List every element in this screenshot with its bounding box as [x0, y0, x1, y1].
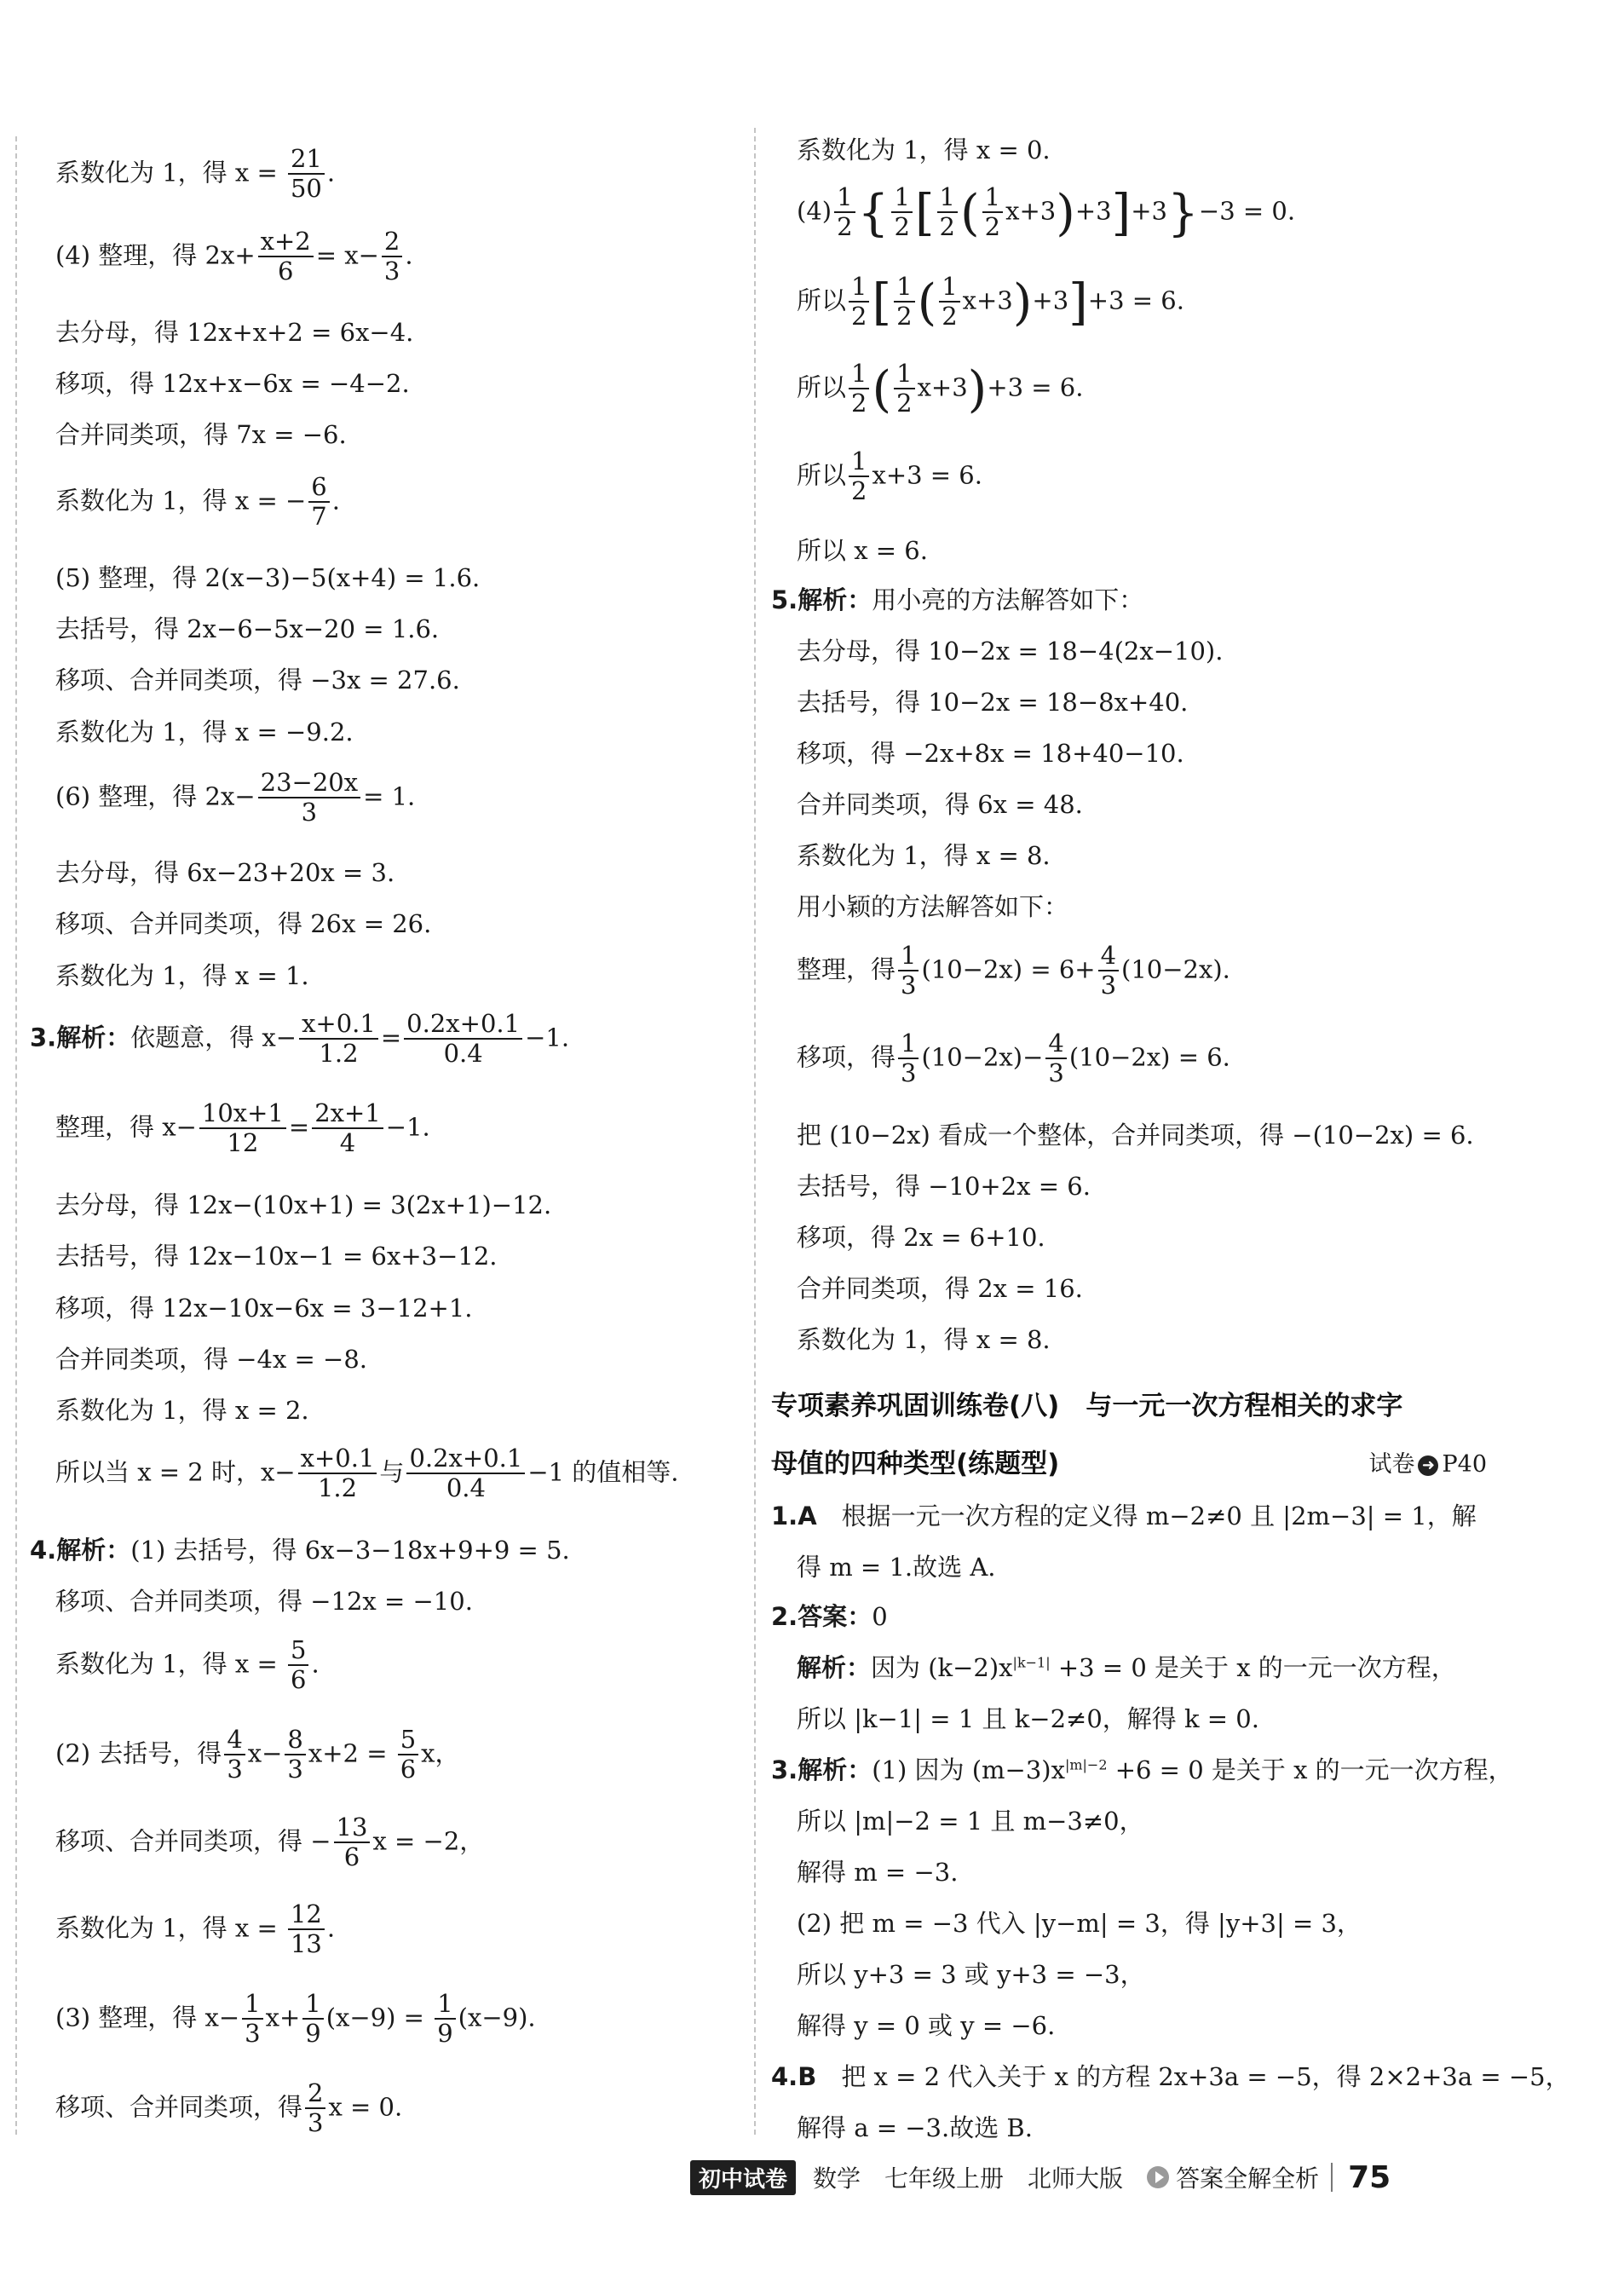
line-right-13: 用小颖的方法解答如下：	[797, 892, 1069, 921]
line-left-17: 去分母，得 12x−(10x+1) = 3(2x+1)−12.	[55, 1190, 552, 1219]
column-divider	[754, 128, 756, 2135]
line-left-26: (2) 去括号，得 $\frac{4}{3}$ x− $\frac{8}{3}$ x+2 = $\frac{5}{6}$ x，	[55, 1725, 460, 1784]
footer-grade: 七年级上册	[884, 2164, 1005, 2193]
line-right-2: (4) $\frac{1}{2}$ { $\frac{1}{2}$ [ $\frac{1}{2}$ ( $\frac{1}{2}$ x+3)+3]+3}−3 = 0.	[797, 182, 1296, 242]
line-right-22: 得 m = 1.故选 A.	[797, 1553, 996, 1582]
line-right-9: 去括号，得 10−2x = 18−8x+40.	[797, 688, 1189, 717]
line-right-23: 解析：因为 $(k-2)x^{|k-1|} +3 = 0$ 是关于 x 的一元一次方程，	[797, 1653, 1456, 1682]
fraction: $\frac{21}{50}$	[288, 145, 325, 204]
line-left-21: 系数化为 1，得 x = 2.	[55, 1396, 309, 1425]
question-1: 1.A 根据一元一次方程的定义得 m−2≠0 且 |2m−3| = 1，解	[771, 1502, 1477, 1530]
line-right-4: 所以 $\frac{1}{2}$ ( $\frac{1}{2}$ x+3)+3 = 6.	[797, 359, 1084, 418]
line-left-22: 所以当 x = 2 时，x− $\frac{x+0.1}{1.2}$ 与 $\frac{0.2x+0.1}{0.4}$ −1 的值相等.	[55, 1444, 679, 1503]
line-left-13: 移项、合并同类项，得 26x = 26.	[55, 909, 432, 938]
question-4: 4.解析：(1) 去括号，得 6x−3−18x+9+9 = 5.	[30, 1536, 570, 1565]
line-right-8: 去分母，得 10−2x = 18−4(2x−10).	[797, 637, 1224, 666]
line-left-19: 移项，得 12x−10x−6x = 3−12+1.	[55, 1294, 473, 1323]
arrow-right-icon: ➜	[1418, 1455, 1438, 1476]
line-left-11: (6) 整理，得 2x− $\frac{23-20x}{3}$ = 1.	[55, 768, 416, 827]
line-left-27: 移项、合并同类项，得 − $\frac{13}{6}$ x = −2，	[55, 1813, 485, 1872]
fraction: $\frac{1}{9}$	[435, 1990, 455, 2049]
line-left-24: 移项、合并同类项，得 −12x = −10.	[55, 1587, 473, 1616]
fraction: $\frac{1}{3}$	[242, 1990, 262, 2049]
fraction: $\frac{2x+1}{4}$	[312, 1099, 383, 1158]
fraction: $\frac{2}{3}$	[382, 228, 402, 286]
section-title-line-2: 母值的四种类型(练题型)	[771, 1449, 1060, 1479]
line-left-1: 系数化为 1，得 x = $\frac{21}{50}$ .	[55, 144, 336, 204]
footer-subject: 数学	[813, 2164, 861, 2193]
line-left-18: 去括号，得 12x−10x−1 = 6x+3−12.	[55, 1242, 498, 1271]
fraction: $\frac{0.2x+0.1}{0.4}$	[406, 1444, 525, 1503]
footer-edition: 北师大版	[1028, 2164, 1124, 2193]
fraction: $\frac{5}{6}$	[288, 1636, 308, 1695]
line-left-25: 系数化为 1，得 x = $\frac{5}{6}$ .	[55, 1635, 320, 1695]
line-left-14: 系数化为 1，得 x = 1.	[55, 961, 309, 990]
fraction: $\frac{x+0.1}{1.2}$	[298, 1444, 377, 1503]
line-right-20: 系数化为 1，得 x = 8.	[797, 1325, 1051, 1354]
line-left-8: 去括号，得 2x−6−5x−20 = 1.6.	[55, 614, 440, 643]
line-right-26: 所以 |m|−2 = 1 且 m−3≠0，	[797, 1807, 1144, 1836]
fraction: $\frac{0.2x+0.1}{0.4}$	[404, 1010, 522, 1069]
line-right-30: 解得 y = 0 或 y = −6.	[797, 2011, 1056, 2040]
fraction: $\frac{12}{13}$	[288, 1900, 325, 1959]
question-4-right: 4.B 把 x = 2 代入关于 x 的方程 2x+3a = −5，得 2×2+3a = −5，	[771, 2062, 1570, 2091]
line-right-5: 所以 $\frac{1}{2}$ x+3 = 6.	[797, 447, 982, 506]
line-right-14: 整理，得 $\frac{1}{3}$ (10−2x) = 6+ $\frac{4}{3}$ (10−2x).	[797, 941, 1230, 1000]
series-logo: 初中试卷	[690, 2160, 796, 2195]
line-right-15: 移项，得 $\frac{1}{3}$ (10−2x)− $\frac{4}{3}$ (10−2x) = 6.	[797, 1029, 1230, 1088]
line-left-28: 系数化为 1，得 x = $\frac{12}{13}$ .	[55, 1899, 336, 1959]
line-left-30: 移项、合并同类项，得 $\frac{2}{3}$ x = 0.	[55, 2078, 403, 2138]
paper-page-reference: 试卷 ➜ P40	[1368, 1451, 1487, 1478]
fraction: $\frac{5}{6}$	[398, 1726, 418, 1784]
line-left-12: 去分母，得 6x−23+20x = 3.	[55, 858, 395, 887]
question-5: 5.解析：用小亮的方法解答如下：	[771, 585, 1144, 614]
page-footer	[690, 2156, 1391, 2199]
footer-divider	[1331, 2163, 1333, 2192]
line-left-3: 去分母，得 12x+x+2 = 6x−4.	[55, 318, 414, 347]
fraction: $\frac{8}{3}$	[285, 1726, 305, 1784]
line-left-16: 整理，得 x− $\frac{10x+1}{12}$ = $\frac{2x+1}{4}$ −1.	[55, 1098, 430, 1158]
line-right-29: 所以 y+3 = 3 或 y+3 = −3，	[797, 1960, 1145, 1989]
play-circle-icon	[1147, 2166, 1169, 2188]
line-left-5: 合并同类项，得 7x = −6.	[55, 420, 347, 449]
line-right-19: 合并同类项，得 2x = 16.	[797, 1274, 1083, 1303]
line-left-4: 移项，得 12x+x−6x = −4−2.	[55, 369, 410, 398]
line-left-2: (4) 整理，得 2x+ $\frac{x+2}{6}$ = x− $\frac{2}{3}$ .	[55, 227, 413, 286]
line-right-24: 所以 |k−1| = 1 且 k−2≠0，解得 k = 0.	[797, 1704, 1259, 1733]
line-right-6: 所以 x = 6.	[797, 536, 928, 565]
question-3-right: 3.解析：(1) 因为 $(m-3)x^{|m|-2} +6 = 0$ 是关于 x 的一元一次方程，	[771, 1755, 1513, 1784]
line-right-17: 去括号，得 −10+2x = 6.	[797, 1172, 1091, 1201]
question-3: 3.解析：依题意，得 x− $\frac{x+0.1}{1.2}$ = $\frac{0.2x+0.1}{0.4}$ −1.	[30, 1009, 570, 1069]
fraction: $\frac{x+0.1}{1.2}$	[299, 1010, 378, 1069]
line-right-32: 解得 a = −3.故选 B.	[797, 2113, 1033, 2142]
line-right-1: 系数化为 1，得 x = 0.	[797, 135, 1051, 164]
line-right-11: 合并同类项，得 6x = 48.	[797, 790, 1083, 819]
fraction: $\frac{23-20x}{3}$	[258, 769, 360, 827]
line-right-12: 系数化为 1，得 x = 8.	[797, 841, 1051, 870]
section-title-line-1: 专项素养巩固训练卷(八) 与一元一次方程相关的求字	[771, 1391, 1403, 1421]
line-left-6: 系数化为 1，得 x = − $\frac{6}{7}$ .	[55, 472, 340, 532]
line-left-9: 移项、合并同类项，得 −3x = 27.6.	[55, 666, 460, 695]
fraction: $\frac{13}{6}$	[334, 1813, 371, 1872]
fraction: $\frac{4}{3}$	[224, 1726, 245, 1784]
line-right-10: 移项，得 −2x+8x = 18+40−10.	[797, 739, 1184, 768]
line-left-29: (3) 整理，得 x− $\frac{1}{3}$ x+ $\frac{1}{9}$ (x−9) = $\frac{1}{9}$ (x−9).	[55, 1989, 536, 2049]
line-left-10: 系数化为 1，得 x = −9.2.	[55, 718, 354, 746]
line-right-18: 移项，得 2x = 6+10.	[797, 1223, 1045, 1252]
fraction: $\frac{1}{9}$	[302, 1990, 323, 2049]
fraction: $\frac{6}{7}$	[308, 473, 329, 532]
line-left-20: 合并同类项，得 −4x = −8.	[55, 1345, 368, 1374]
line-right-16: 把 (10−2x) 看成一个整体，合并同类项，得 −(10−2x) = 6.	[797, 1121, 1474, 1150]
page-number: 75	[1348, 2159, 1391, 2195]
line-left-7: (5) 整理，得 2(x−3)−5(x+4) = 1.6.	[55, 563, 481, 592]
footer-answers: 答案全解全析	[1176, 2164, 1320, 2193]
fraction: $\frac{x+2}{6}$	[258, 228, 314, 286]
line-right-28: (2) 把 m = −3 代入 |y−m| = 3，得 |y+3| = 3，	[797, 1909, 1362, 1938]
fraction: $\frac{2}{3}$	[305, 2079, 325, 2138]
line-right-27: 解得 m = −3.	[797, 1858, 959, 1887]
line-right-3: 所以 $\frac{1}{2}$ [ $\frac{1}{2}$ ( $\frac{1}{2}$ x+3)+3]+3 = 6.	[797, 272, 1184, 331]
left-margin-rule	[15, 136, 17, 2135]
question-2: 2.答案：0	[771, 1602, 888, 1631]
fraction: $\frac{10x+1}{12}$	[199, 1099, 286, 1158]
